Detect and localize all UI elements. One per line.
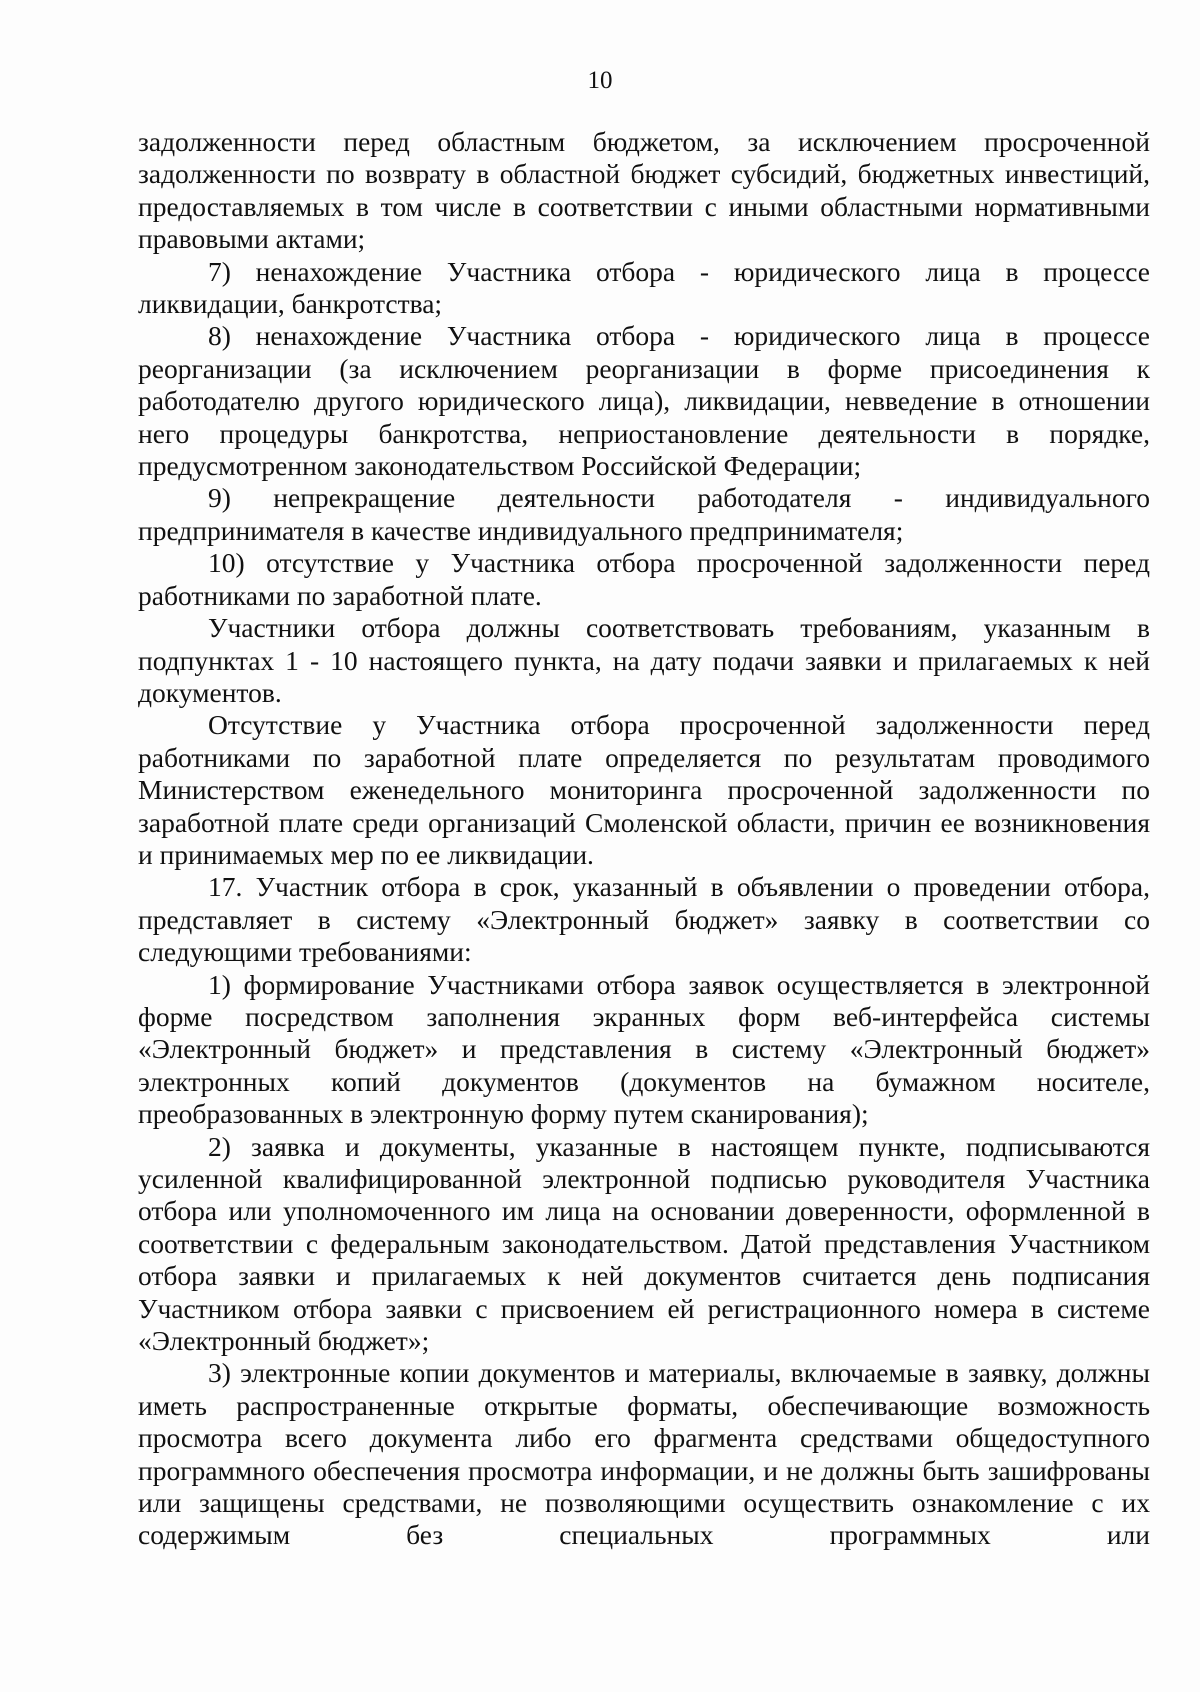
paragraph-continuation: задолженности перед областным бюджетом, за исключением просроченной задолженности по возврату в областной бюджет субсидий, бюджетных инвестиций, предоставляемых в том числе в соответствии с иными областными нормативными правовыми актами; [138, 126, 1150, 255]
document-body [138, 126, 1150, 1552]
page-number: 10 [587, 67, 613, 94]
paragraph-item-10: 10) отсутствие у Участника отбора просроченной задолженности перед работниками по заработной плате. [138, 547, 1150, 611]
paragraph-subitem-1: 1) формирование Участниками отбора заявок осуществляется в электронной форме посредством заполнения экранных форм веб-интерфейса системы «Электронный бюджет» и представления в систему «Электронный бюджет» электронных копий документов (документов на бумажном носителе, преобразованных в электронную форму путем сканирования); [138, 968, 1150, 1130]
paragraph-item-8: 8) ненахождение Участника отбора - юридического лица в процессе реорганизации (за исключением реорганизации в форме присоединения к работодателю другого юридического лица), ликвидации, невведение в отношении него процедуры банкротства, неприостановление деятельности в порядке, предусмотренном законодательством Российской Федерации; [138, 320, 1150, 482]
paragraph-item-7: 7) ненахождение Участника отбора - юридического лица в процессе ликвидации, банкротства; [138, 255, 1150, 320]
paragraph-section-17: 17. Участник отбора в срок, указанный в объявлении о проведении отбора, представляет в систему «Электронный бюджет» заявку в соответствии со следующими требованиями: [138, 871, 1150, 968]
paragraph-subitem-3: 3) электронные копии документов и материалы, включаемые в заявку, должны иметь распространенные открытые форматы, обеспечивающие возможность просмотра всего документа либо его фрагмента средствами общедоступного программного обеспечения просмотра информации, и не должны быть зашифрованы или защищены средствами, не позволяющими осуществить ознакомление с их содержимым без специальных программных или [138, 1357, 1150, 1551]
paragraph-wage-arrears-note: Отсутствие у Участника отбора просроченной задолженности перед работниками по заработной плате определяется по результатам проводимого Министерством еженедельного мониторинга просроченной задолженности по заработной плате среди организаций Смоленской области, причин ее возникновения и принимаемых мер по ее ликвидации. [138, 709, 1150, 870]
paragraph-subitem-2: 2) заявка и документы, указанные в настоящем пункте, подписываются усиленной квалифицированной электронной подписью руководителя Участника отбора или уполномоченного им лица на основании доверенности, оформленной в соответствии с федеральным законодательством. Датой представления Участником отбора заявки и прилагаемых к ней документов считается день подписания Участником отбора заявки с присвоением ей регистрационного номера в системе «Электронный бюджет»; [138, 1130, 1150, 1357]
paragraph-requirements-note: Участники отбора должны соответствовать требованиям, указанным в подпунктах 1 - 10 настоящего пункта, на дату подачи заявки и прилагаемых к ней документов. [138, 612, 1150, 708]
paragraph-item-9: 9) непрекращение деятельности работодателя - индивидуального предпринимателя в качестве индивидуального предпринимателя; [138, 482, 1150, 546]
